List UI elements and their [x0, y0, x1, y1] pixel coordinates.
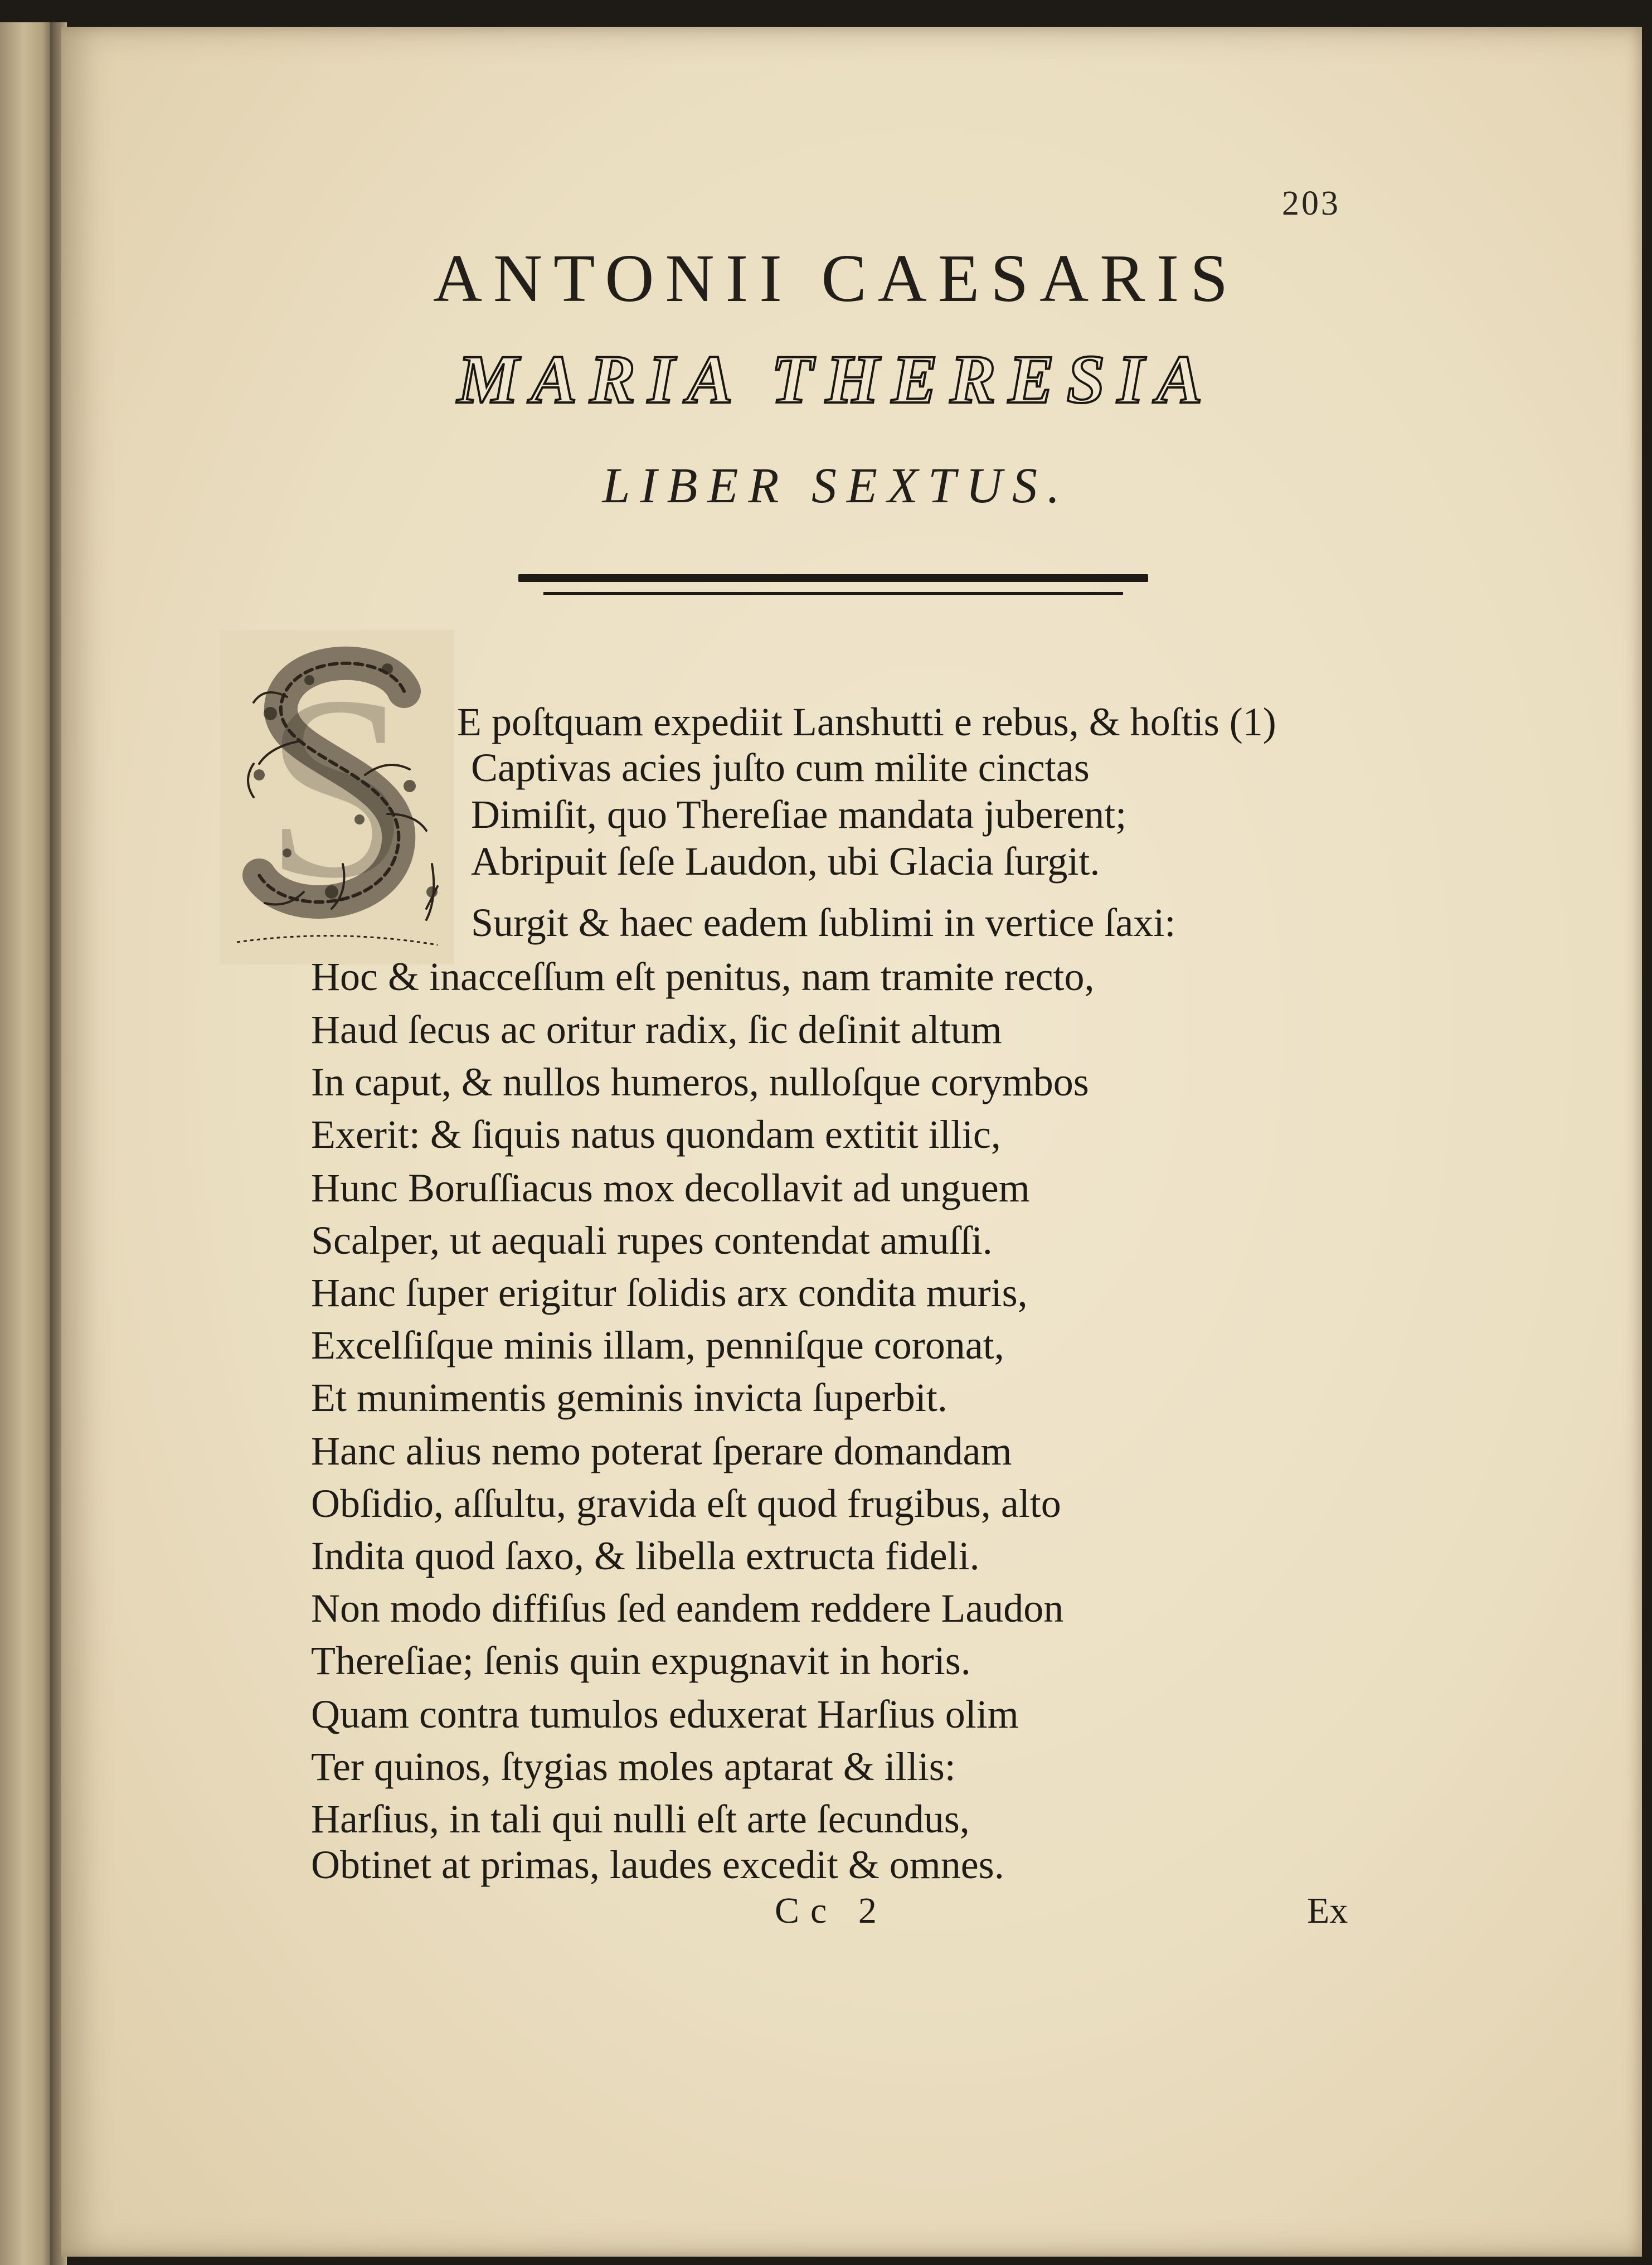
title-subject: MARIA THERESIA [457, 341, 1215, 418]
verse-line-21: Ter quinos, ſtygias moles aptarat & illis: [311, 1744, 956, 1789]
floral-initial-icon [220, 630, 454, 964]
verse-line-19: Thereſiae; ſenis quin expugnavit in horis. [311, 1638, 971, 1683]
verse-line-5: Surgit & haec eadem ſublimi in vertice ſaxi: [471, 900, 1176, 945]
verse-line-3: Dimiſit, quo Thereſiae mandata juberent; [471, 792, 1127, 837]
verse-line-4: Abripuit ſeſe Laudon, ubi Glacia ſurgit. [471, 839, 1100, 884]
verse-line-11: Scalper, ut aequali rupes contendat amuſſi. [311, 1218, 993, 1263]
verse-line-7: Haud ſecus ac oritur radix, ſic deſinit altum [311, 1007, 1002, 1052]
verse-line-15: Hanc alius nemo poterat ſperare domandam [311, 1429, 1012, 1473]
left-page-edge [0, 22, 53, 2265]
verse-line-1: E poſtquam expediit Lanshutti e rebus, & hoſtis (1) [457, 700, 1276, 744]
catchword: Ex [1307, 1890, 1348, 1931]
verse-line-22: Harſius, in tali qui nulli eſt arte ſecundus, [311, 1797, 970, 1841]
verse-line-2: Captivas acies juſto cum milite cinctas [471, 745, 1090, 790]
verse-line-20: Quam contra tumulos eduxerat Harſius olim [311, 1692, 1019, 1737]
title-author: ANTONII CAESARIS [433, 241, 1240, 316]
verse-line-6: Hoc & inacceſſum eſt penitus, nam tramite recto, [311, 954, 1095, 999]
verse-line-10: Hunc Boruſſiacus mox decollavit ad unguem [311, 1166, 1030, 1210]
verse-line-17: Indita quod ſaxo, & libella extructa fideli. [311, 1534, 980, 1578]
verse-line-13: Excelſiſque minis illam, penniſque coronat, [311, 1323, 1004, 1367]
decorated-initial [220, 630, 454, 964]
verse-line-9: Exerit: & ſiquis natus quondam extitit illic, [311, 1112, 1001, 1157]
verse-line-14: Et munimentis geminis invicta ſuperbit. [311, 1375, 948, 1420]
verse-line-8: In caput, & nullos humeros, nulloſque corymbos [311, 1060, 1089, 1104]
page-number: 203 [1282, 185, 1340, 222]
verse-line-16: Obſidio, aſſultu, gravida eſt quod frugibus, alto [311, 1481, 1061, 1526]
title-book: LIBER SEXTUS. [602, 458, 1070, 513]
signature-mark: Cc 2 [775, 1890, 888, 1931]
verse-line-12: Hanc ſuper erigitur ſolidis arx condita muris, [311, 1270, 1028, 1315]
thick-rule [518, 574, 1148, 582]
initial-letter: S [264, 642, 410, 932]
thin-rule [543, 592, 1123, 595]
verse-line-23: Obtinet at primas, laudes excedit & omnes. [311, 1842, 1004, 1887]
verse-line-18: Non modo diffiſus ſed eandem reddere Laudon [311, 1586, 1064, 1631]
